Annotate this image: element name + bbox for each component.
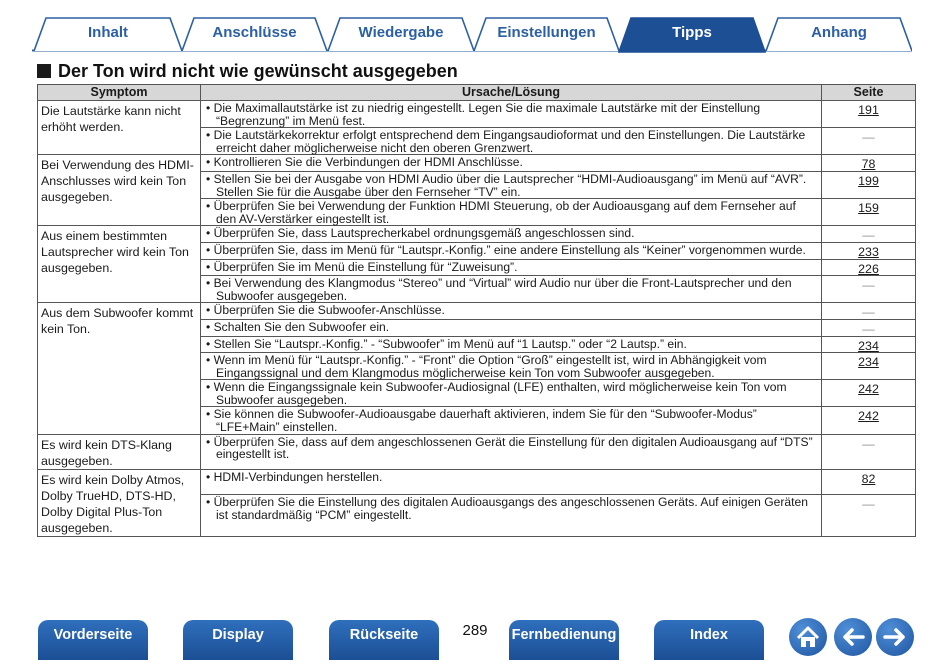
tab-anhang[interactable]: Anhang	[811, 24, 867, 41]
symptom-cell: Aus dem Subwoofer kommt kein Ton.	[38, 303, 201, 434]
page-cell	[822, 407, 916, 434]
cause-text: • Überprüfen Sie bei Verwendung der Funktion HDMI Steuerung, ob der Audioausgang auf dem Fernseher auf den AV-Verstärker eingestellt ist.	[206, 200, 818, 225]
page-cell	[822, 434, 916, 469]
section-heading	[37, 60, 458, 82]
cause-cell	[201, 434, 822, 469]
page-cell	[822, 199, 916, 226]
page-cell	[822, 226, 916, 243]
page-cell	[822, 259, 916, 276]
cause-text: • Bei Verwendung des Klangmodus “Stereo” und “Virtual” wird Audio nur über die Front-Lautsprecher und den Subwoofer ausgegeben.	[206, 277, 818, 302]
tab-wiedergabe[interactable]: Wiedergabe	[358, 24, 444, 41]
cause-text: • Die Lautstärkekorrektur erfolgt entsprechend dem Eingangsaudioformat und den Einstellungen. Die Lautstärke erreicht daher möglicherweise nicht den oberen Grenzwert.	[206, 129, 818, 154]
cause-cell	[201, 407, 822, 434]
home-button[interactable]	[789, 618, 827, 656]
home-icon	[789, 618, 827, 656]
cause-text: • Überprüfen Sie die Einstellung des digitalen Audioausgangs des angeschlossenen Geräts. Auf einigen Geräten ist standardmäßig “PCM” eingestellt.	[206, 496, 818, 521]
page-cell	[822, 319, 916, 336]
page-dash: —	[862, 321, 875, 336]
page-link[interactable]: 242	[858, 409, 879, 424]
cause-text: • Überprüfen Sie, dass im Menü für “Lautspr.-Konfig.” eine andere Einstellung als “Keiner” vorgenommen wurde.	[206, 244, 818, 257]
page-link[interactable]: 242	[858, 382, 879, 397]
table-row	[38, 101, 916, 128]
cause-text: • Wenn im Menü für “Lautspr.-Konfig.” - “Front” die Option “Groß” eingestellt ist, wird in Abhängigkeit vom Eingangssignal und dem Klangmodus möglicherweise kein Ton vom Subwoofer ausgegeben.	[206, 354, 818, 379]
footer-button-display[interactable]: Display	[183, 620, 293, 660]
page-cell	[822, 495, 916, 537]
cause-text: • Wenn die Eingangssignale kein Subwoofer-Audiosignal (LFE) enthalten, wird möglicherweise kein Ton vom Subwoofer ausgegeben.	[206, 381, 818, 406]
page-cell	[822, 336, 916, 353]
cause-cell	[201, 199, 822, 226]
page-cell	[822, 128, 916, 155]
footer-button-index[interactable]: Index	[654, 620, 764, 660]
cause-cell	[201, 276, 822, 303]
cause-cell	[201, 495, 822, 537]
cause-cell	[201, 319, 822, 336]
page-link[interactable]: 191	[858, 103, 879, 117]
page-dash: —	[862, 130, 875, 145]
cause-text: • Sie können die Subwoofer-Audioausgabe dauerhaft aktivieren, indem Sie für den “Subwoofer-Modus” “LFE+Main” einstellen.	[206, 408, 818, 433]
page-dash: —	[862, 228, 875, 243]
page-cell	[822, 380, 916, 407]
cause-cell	[201, 242, 822, 259]
page-link[interactable]: 159	[858, 201, 879, 216]
cause-cell	[201, 101, 822, 128]
page-cell	[822, 469, 916, 494]
page-dash: —	[862, 305, 875, 320]
cause-text: • Überprüfen Sie die Subwoofer-Anschlüsse.	[206, 304, 818, 317]
cause-text: • Schalten Sie den Subwoofer ein.	[206, 321, 818, 334]
page-number: 289	[462, 622, 488, 639]
table-header-row	[38, 85, 916, 101]
tab-bar-shapes	[32, 16, 912, 53]
page-link[interactable]: 234	[858, 338, 879, 353]
cause-text: • Stellen Sie “Lautspr.-Konfig.” - “Subwoofer” im Menü auf “1 Lautsp.” oder “2 Lautsp.” ein.	[206, 338, 818, 351]
page-dash: —	[862, 278, 875, 293]
page-link[interactable]: 233	[858, 244, 879, 259]
page-dash: —	[862, 497, 875, 512]
cause-text: • Die Maximallautstärke ist zu niedrig eingestellt. Legen Sie die maximale Lautstärke mit der Einstellung “Begrenzung” im Menü fest.	[206, 102, 818, 127]
tab-anschluesse[interactable]: Anschlüsse	[212, 24, 297, 41]
next-page-button[interactable]	[876, 618, 914, 656]
cause-text: • Überprüfen Sie im Menü die Einstellung für “Zuweisung”.	[206, 261, 818, 274]
cause-cell	[201, 303, 822, 320]
page-cell	[822, 101, 916, 128]
page-cell	[822, 353, 916, 380]
table-row	[38, 303, 916, 320]
cause-text: • HDMI-Verbindungen herstellen.	[206, 471, 818, 484]
arrow-right-icon	[876, 618, 914, 656]
page-cell	[822, 155, 916, 172]
table-row	[38, 469, 916, 494]
tab-inhalt[interactable]: Inhalt	[88, 24, 128, 41]
footer-button-rueckseite[interactable]: Rückseite	[329, 620, 439, 660]
cause-text: • Überprüfen Sie, dass Lautsprecherkabel ordnungsgemäß angeschlossen sind.	[206, 227, 818, 240]
page-cell	[822, 303, 916, 320]
cause-cell	[201, 380, 822, 407]
column-header-cause: Ursache/Lösung	[201, 85, 822, 101]
tab-tipps[interactable]: Tipps	[672, 24, 712, 41]
table-row	[38, 155, 916, 172]
square-bullet-icon	[37, 64, 51, 78]
cause-cell	[201, 171, 822, 198]
tab-einstellungen[interactable]: Einstellungen	[497, 24, 596, 41]
troubleshooting-table	[37, 84, 916, 537]
previous-page-button[interactable]	[834, 618, 872, 656]
page-cell	[822, 171, 916, 198]
table-row	[38, 434, 916, 469]
cause-text: • Überprüfen Sie, dass auf dem angeschlossenen Gerät die Einstellung für den digitalen Audioausgang auf “DTS” eingestellt ist.	[206, 436, 818, 461]
column-header-symptom: Symptom	[38, 85, 201, 101]
cause-cell	[201, 469, 822, 494]
cause-cell	[201, 226, 822, 243]
page-dash: —	[862, 436, 875, 451]
arrow-left-icon	[834, 618, 872, 656]
page-link[interactable]: 199	[858, 173, 879, 188]
page-link[interactable]: 234	[858, 355, 879, 370]
symptom-cell: Aus einem bestimmten Lautsprecher wird kein Ton ausgegeben.	[38, 226, 201, 303]
cause-text: • Stellen Sie bei der Ausgabe von HDMI Audio über die Lautsprecher “HDMI-Audioausgang” im Menü auf “AVR”. Stellen Sie für die Ausgabe über den Fernseher “TV” ein.	[206, 173, 818, 198]
page-cell	[822, 276, 916, 303]
symptom-cell: Es wird kein DTS-Klang ausgegeben.	[38, 434, 201, 469]
tab-bar	[32, 16, 912, 53]
page-link[interactable]: 226	[858, 261, 879, 276]
cause-cell	[201, 155, 822, 172]
page-title: Der Ton wird nicht wie gewünscht ausgegeben	[58, 60, 458, 81]
cause-cell	[201, 336, 822, 353]
column-header-page: Seite	[822, 85, 916, 101]
cause-cell	[201, 259, 822, 276]
symptom-cell: Die Lautstärke kann nicht erhöht werden.	[38, 101, 201, 155]
symptom-cell: Es wird kein Dolby Atmos, Dolby TrueHD, DTS-HD, Dolby Digital Plus-Ton ausgegeben.	[38, 469, 201, 536]
footer-button-fernbedienung[interactable]: Fernbedienung	[509, 620, 619, 660]
page-cell	[822, 242, 916, 259]
cause-cell	[201, 353, 822, 380]
page-link[interactable]: 78	[861, 157, 876, 172]
symptom-cell: Bei Verwendung des HDMI-Anschlusses wird kein Ton ausgegeben.	[38, 155, 201, 226]
footer-button-vorderseite[interactable]: Vorderseite	[38, 620, 148, 660]
cause-text: • Kontrollieren Sie die Verbindungen der HDMI Anschlüsse.	[206, 156, 818, 169]
page-link[interactable]: 82	[861, 471, 876, 486]
cause-cell	[201, 128, 822, 155]
table-row	[38, 226, 916, 243]
